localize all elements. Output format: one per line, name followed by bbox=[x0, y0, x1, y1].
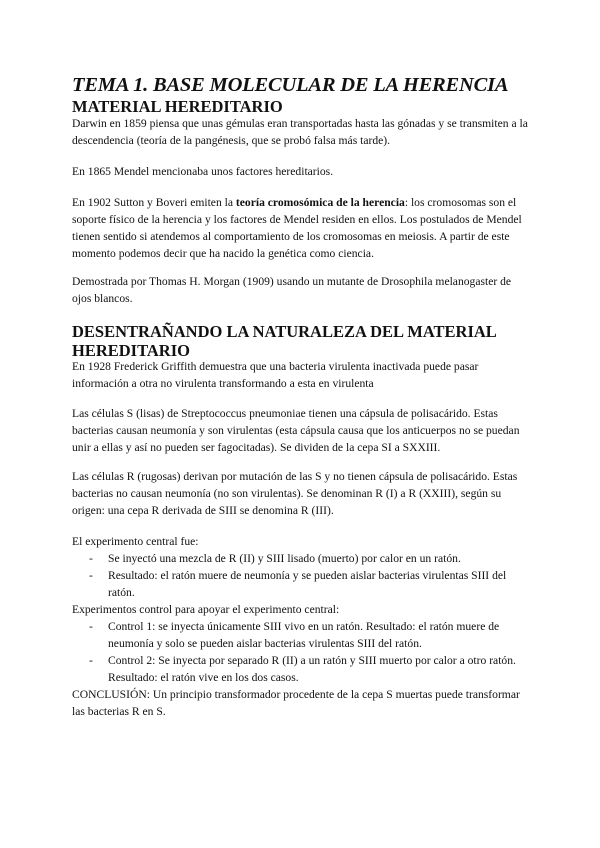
paragraph-text: En 1902 Sutton y Boveri emiten la bbox=[72, 196, 236, 209]
dash-marker: - bbox=[89, 654, 93, 667]
paragraph-text: : los cromosomas son el soporte físico de la herencia y los factores de Mendel residen en ellos. Los postulados de Mendel tienen sentido si atendemos al comportamiento de los cromosomas en meiosis. A partir de este momento podemos decir que ha nacido la genética como ciencia. bbox=[72, 196, 522, 260]
experiment-list bbox=[72, 550, 528, 601]
list-item-text: Control 1: se inyecta únicamente SIII vivo en un ratón. Resultado: el ratón muere de neumonía y solo se pueden aislar bacterias virulentas SIII del ratón. bbox=[108, 620, 500, 650]
dash-marker: - bbox=[89, 569, 93, 582]
list-item-text: Resultado: el ratón muere de neumonía y se pueden aislar bacterias virulentas SIII del ratón. bbox=[108, 569, 507, 599]
section-heading: DESENTRAÑANDO LA NATURALEZA DEL MATERIAL HEREDITARIO bbox=[72, 322, 496, 360]
list-item bbox=[72, 567, 528, 601]
paragraph-darwin: Darwin en 1859 piensa que unas gémulas eran transportadas hasta las gónadas y se transmiten a la descendencia (teoría de la pangénesis, que se probó falsa más tarde). bbox=[72, 117, 528, 147]
experiment-intro: El experimento central fue: bbox=[72, 535, 199, 548]
section-material-hereditario bbox=[72, 97, 528, 116]
section-heading: MATERIAL HEREDITARIO bbox=[72, 97, 283, 116]
paragraph-mendel: En 1865 Mendel mencionaba unos factores hereditarios. bbox=[72, 165, 334, 178]
dash-marker: - bbox=[89, 552, 93, 565]
paragraph-sutton-boveri bbox=[72, 194, 528, 262]
list-item bbox=[72, 550, 528, 567]
document-title: TEMA 1. BASE MOLECULAR DE LA HERENCIA bbox=[72, 74, 509, 96]
paragraph-morgan: Demostrada por Thomas H. Morgan (1909) usando un mutante de Drosophila melanogaster de ojos blancos. bbox=[72, 275, 512, 305]
dash-marker: - bbox=[89, 620, 93, 633]
paragraph-griffith: En 1928 Frederick Griffith demuestra que una bacteria virulenta inactivada puede pasar información a otra no virulenta transformando a esta en virulenta bbox=[72, 360, 479, 390]
controls-intro: Experimentos control para apoyar el experimento central: bbox=[72, 603, 340, 616]
paragraph-celulas-r: Las células R (rugosas) derivan por mutación de las S y no tienen cápsula de polisacárido. Estas bacterias no causan neumonía (no son virulentas). Se denominan R (I) a R (XXIII), según su origen: una cepa R derivada de SIII se denomina R (III). bbox=[72, 470, 518, 517]
experiment-block bbox=[72, 533, 528, 720]
paragraph-celulas-s: Las células S (lisas) de Streptococcus pneumoniae tienen una cápsula de polisacárido. Estas bacterias causan neumonía y son virulentas (esta cápsula causa que los anticuerpos no se puedan unir a ellas y así no pueden ser fagocitadas). Se dividen de la cepa SI a SXXIII. bbox=[72, 407, 520, 454]
list-item bbox=[72, 652, 528, 686]
controls-list bbox=[72, 618, 528, 686]
list-item-text: Control 2: Se inyecta por separado R (II) a un ratón y SIII muerto por calor a otro ratón. Resultado: el ratón vive en los dos casos. bbox=[108, 654, 516, 684]
conclusion: CONCLUSIÓN: Un principio transformador procedente de la cepa S muertas puede transformar las bacterias R en S. bbox=[72, 688, 520, 718]
bold-term: teoría cromosómica de la herencia bbox=[235, 196, 405, 209]
list-item bbox=[72, 618, 528, 652]
list-item-text: Se inyectó una mezcla de R (II) y SIII lisado (muerto) por calor en un ratón. bbox=[108, 552, 461, 565]
